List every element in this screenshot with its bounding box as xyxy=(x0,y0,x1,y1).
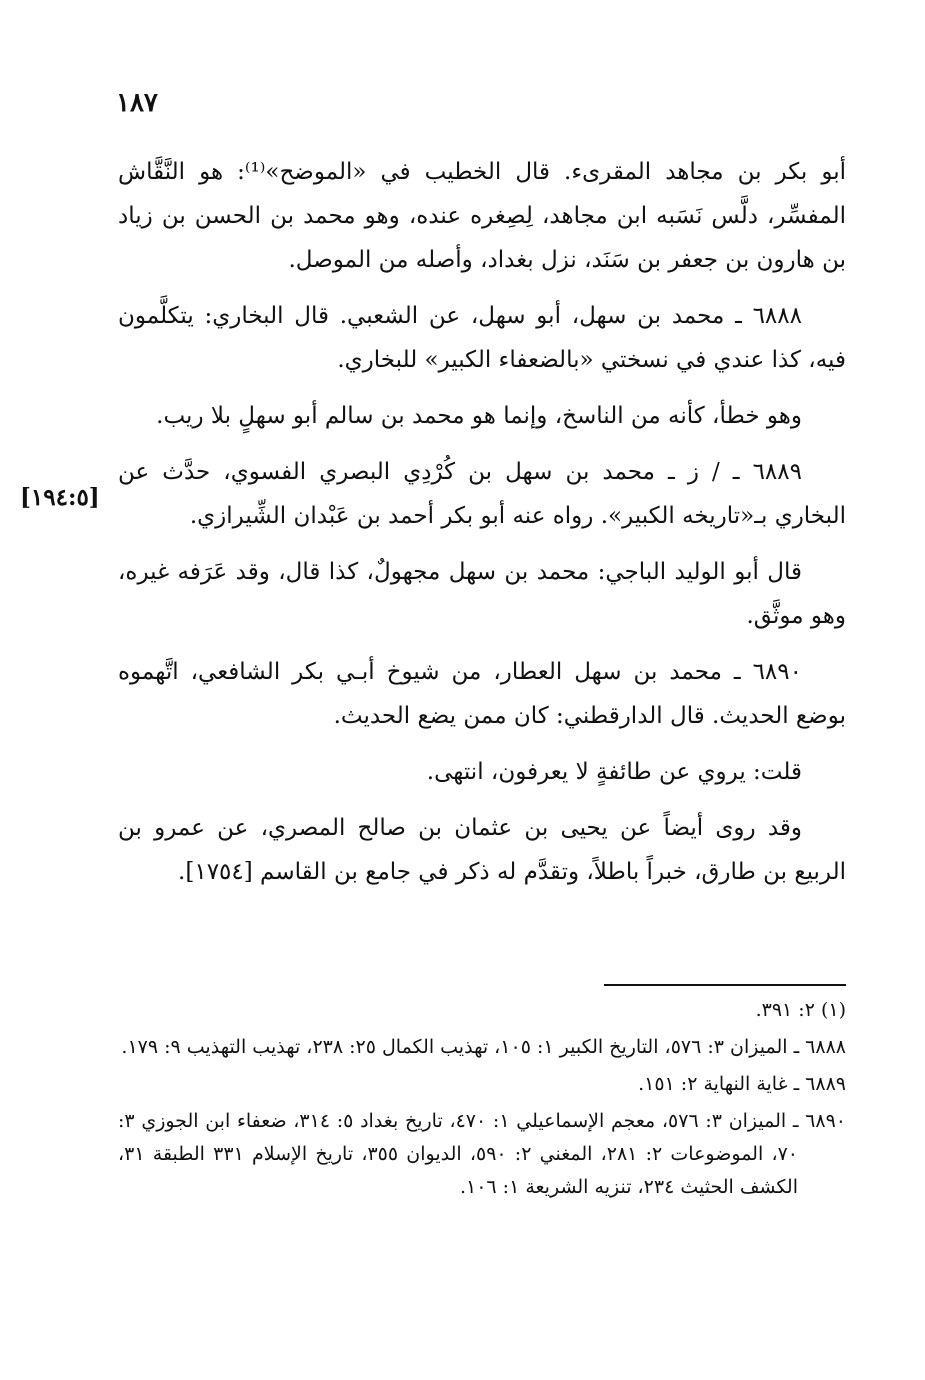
footnote: ٦٨٩٠ ـ الميزان ٣: ٥٧٦، معجم الإسماعيلي ١: ٤٧٠، تاريخ بغداد ٥: ٣١٤، ضعفاء ابن الجوزي ٣: ٧٠، الموضوعات ٢: ٢٨١، المغني ٢: ٥٩٠، الديوان ٣٥٥، تاريخ الإسلام ٣٣١ الطبقة ٣١، الكشف الحثيث ٢٣٤، تنزيه الشريعة ١: ١٠٦. xyxy=(118,1110,846,1198)
footnote: ٦٨٨٩ ـ غاية النهاية ٢: ١٥١. xyxy=(638,1073,846,1095)
footnote: (١) ٢: ٣٩١. xyxy=(755,999,846,1021)
entry-6890: ٦٨٩٠ ـ محمد بن سهل العطار، من شيوخ أبـي بكر الشافعي، اتَّهموه بوضع الحديث. قال الدارقطني: كان ممن يضع الحديث. xyxy=(118,659,846,729)
paragraph: وهو خطأ، كأنه من الناسخ، وإنما هو محمد بن سالم أبو سهلٍ بلا ريب. xyxy=(156,403,802,429)
main-text xyxy=(118,150,846,906)
page-number: ١٨٧ xyxy=(116,88,158,118)
paragraph: أبو بكر بن مجاهد المقرىء. قال الخطيب في «الموضح»⁽¹⁾: هو النَّقَّاش المفسِّر، دلَّس نَسَبه ابن مجاهد، لِصِغره عنده، وهو محمد بن الحسن بن زياد بن هارون بن جعفر بن سَنَد، نزل بغداد، وأصله من الموصل. xyxy=(118,159,846,273)
margin-reference: [١٩٤:٥] xyxy=(20,484,100,511)
footnote-divider xyxy=(604,984,846,986)
paragraph: قال أبو الوليد الباجي: محمد بن سهل مجهولٌ، كذا قال، وقد عَرَفه غيره، وهو موثَّق. xyxy=(118,559,846,629)
entry-6889: ٦٨٨٩ ـ / ز ـ محمد بن سهل بن كُرْدِي البصري الفسوي، حدَّث عن البخاري بـ«تاريخه الكبير». رواه عنه أبو بكر أحمد بن عَبْدان الشِّيرازي. xyxy=(118,459,846,529)
footnotes xyxy=(118,994,846,1208)
paragraph: قلت: يروي عن طائفةٍ لا يعرفون، انتهى. xyxy=(426,759,802,785)
entry-6888: ٦٨٨٨ ـ محمد بن سهل، أبو سهل، عن الشعبي. قال البخاري: يتكلَّمون فيه، كذا عندي في نسختي «بالضعفاء الكبير» للبخاري. xyxy=(118,303,846,373)
paragraph: وقد روى أيضاً عن يحيى بن عثمان بن صالح المصري، عن عمرو بن الربيع بن طارق، خبراً باطلاً، وتقدَّم له ذكر في جامع بن القاسم [١٧٥٤]. xyxy=(118,815,846,885)
footnote: ٦٨٨٨ ـ الميزان ٣: ٥٧٦، التاريخ الكبير ١: ١٠٥، تهذيب الكمال ٢٥: ٢٣٨، تهذيب التهذيب ٩: ١٧٩. xyxy=(121,1036,846,1058)
